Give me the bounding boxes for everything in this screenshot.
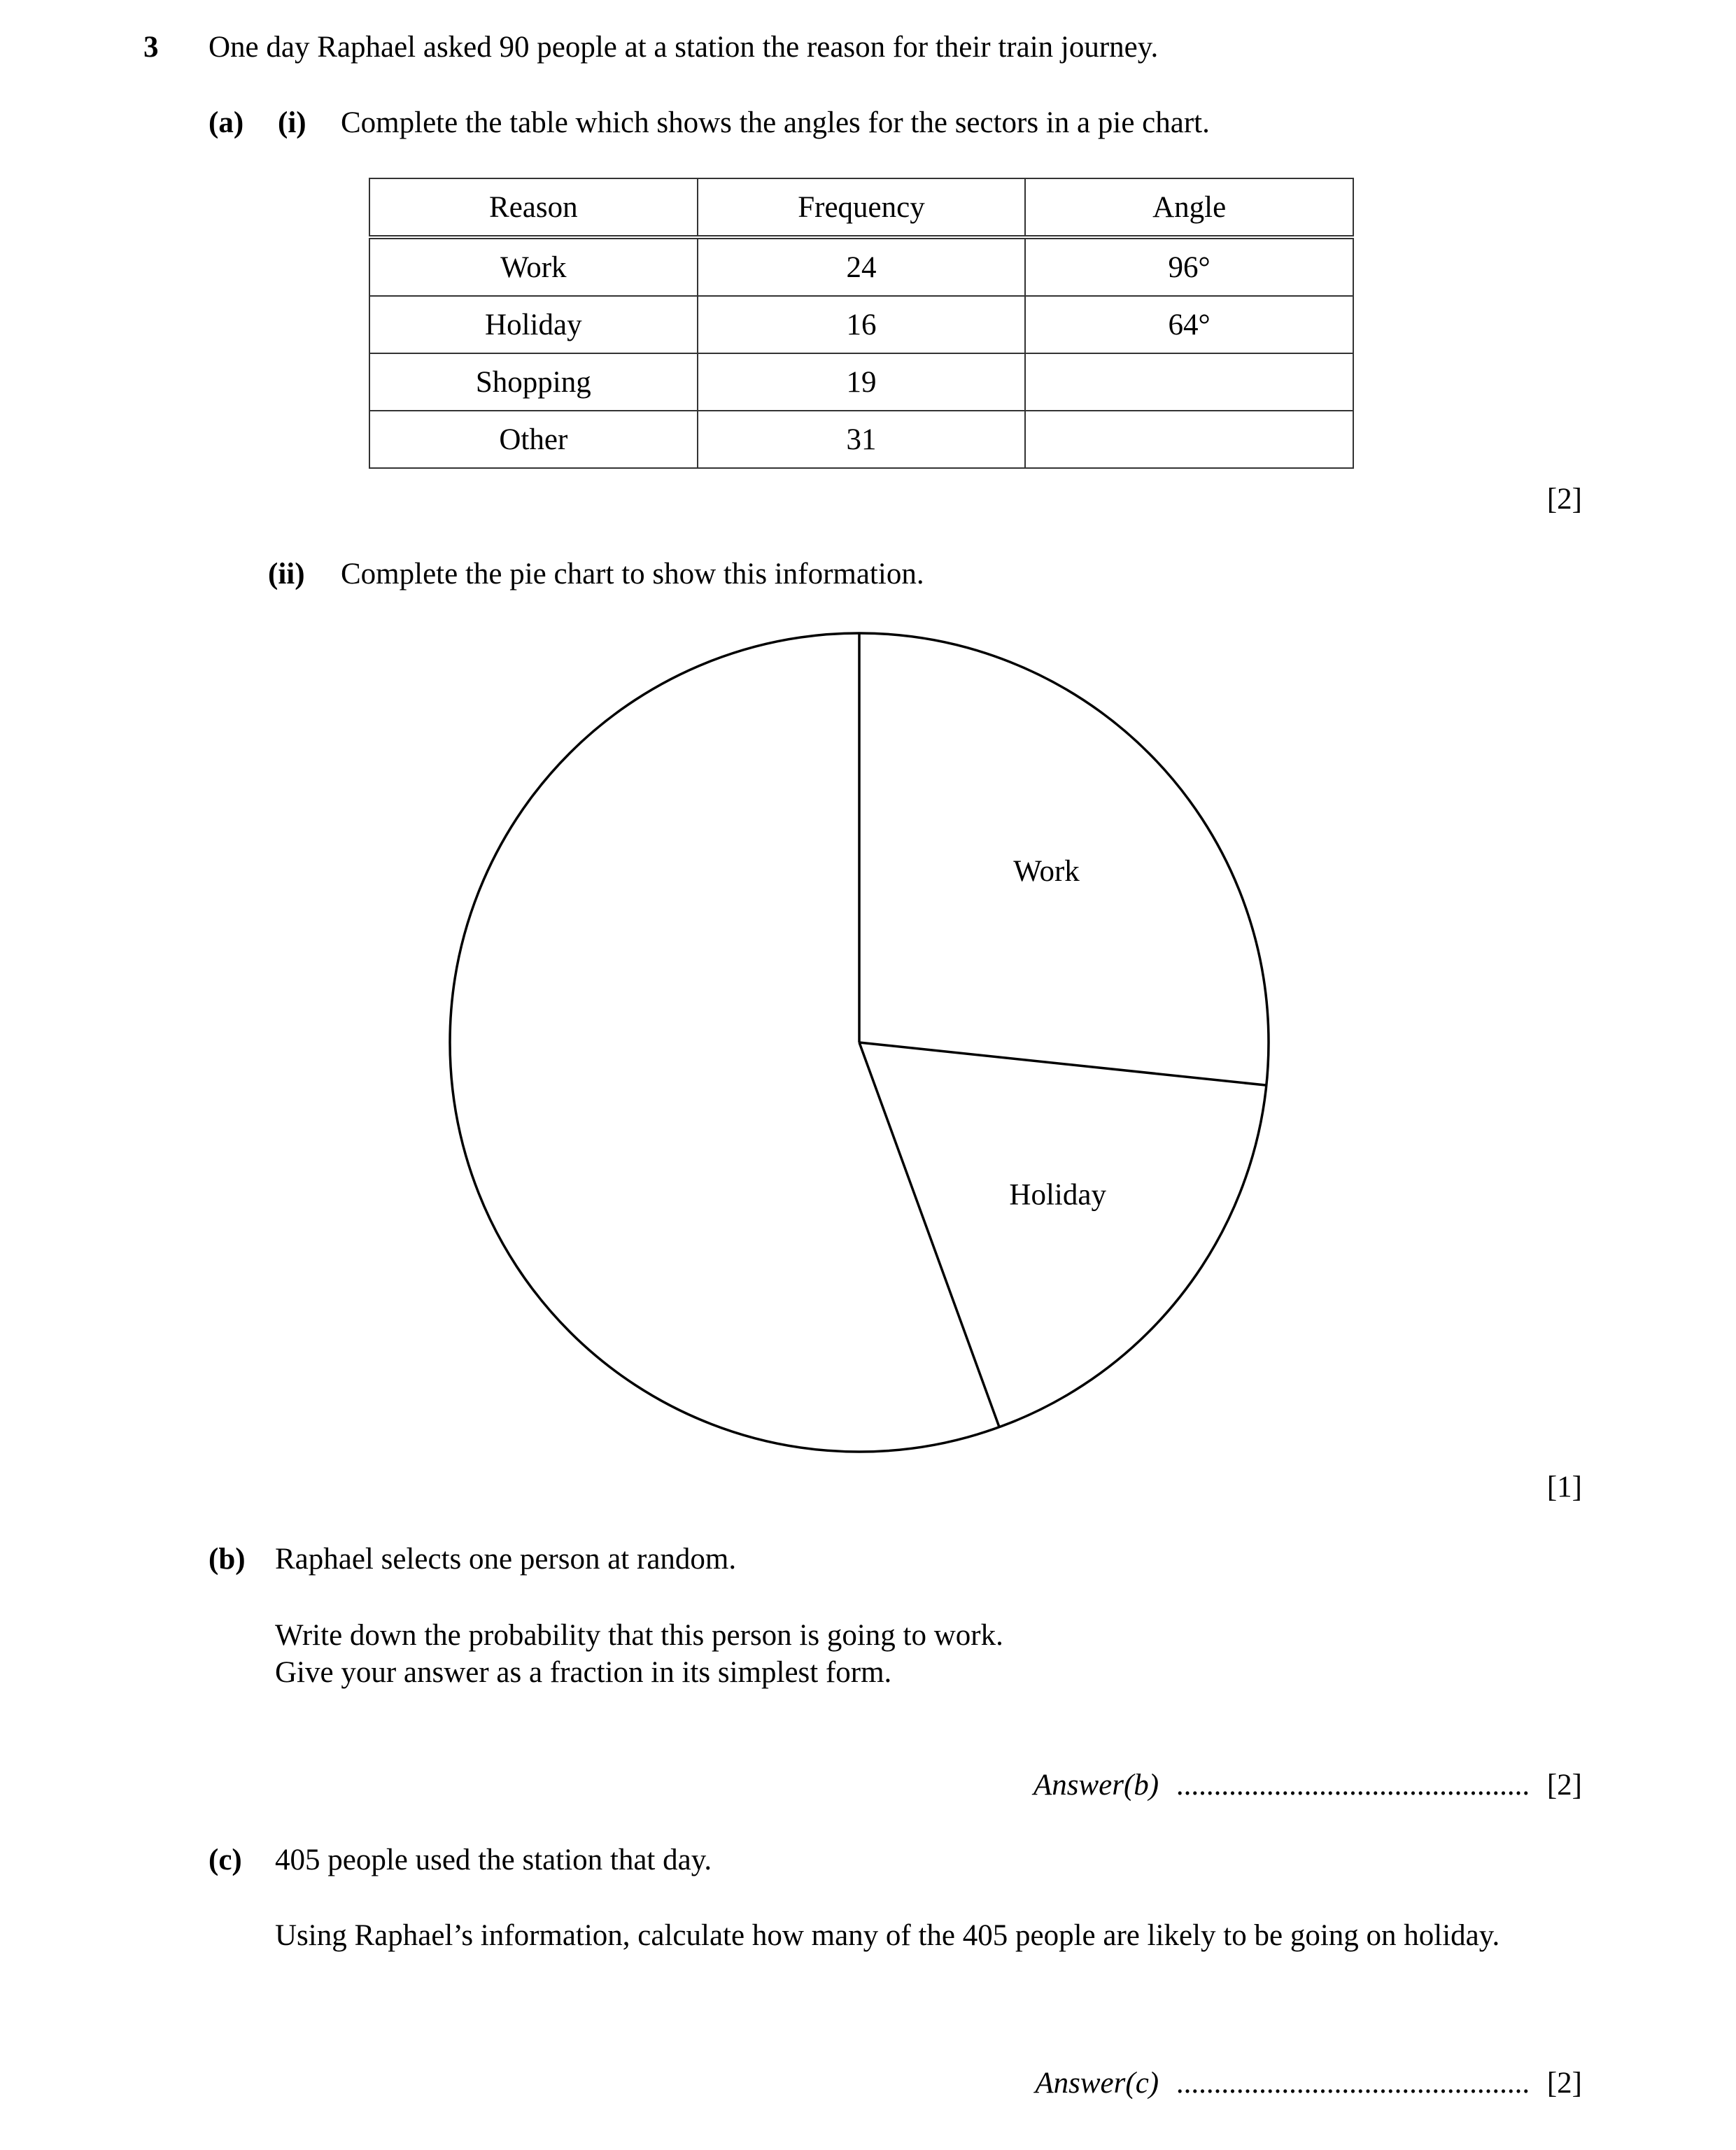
table-cell-frequency: 16 (698, 296, 1026, 353)
part-c-line1: 405 people used the station that day. (275, 1844, 712, 1876)
part-b-line3: Give your answer as a fraction in its simplest form. (275, 1656, 892, 1689)
table-header-reason: Reason (369, 178, 698, 237)
pie-slice-label-work: Work (1013, 854, 1080, 888)
part-b-marks: [2] (1546, 1769, 1582, 1802)
part-c-marks: [2] (1546, 2067, 1582, 2100)
part-c-answer-line[interactable] (1035, 2065, 1582, 2102)
part-c-answer-dots[interactable]: ............................................... (1176, 2067, 1530, 2100)
part-a-i-marks: [2] (1546, 483, 1582, 516)
table-cell-reason: Shopping (369, 353, 698, 411)
part-a-ii-label: (ii) (268, 558, 305, 590)
question-number: 3 (143, 31, 159, 64)
table-cell-reason: Holiday (369, 296, 698, 353)
table-cell-reason: Other (369, 411, 698, 468)
part-a-i-label: (i) (278, 106, 306, 139)
table-cell-frequency: 19 (698, 353, 1026, 411)
part-a-label: (a) (209, 106, 244, 139)
part-b-line1: Raphael selects one person at random. (275, 1543, 737, 1576)
part-a-i-instruction: Complete the table which shows the angles for the sectors in a pie chart. (341, 106, 1210, 139)
part-c-answer-label: Answer(c) (1035, 2067, 1159, 2100)
table-header-angle: Angle (1025, 178, 1353, 237)
part-a-ii-marks: [1] (1546, 1471, 1582, 1504)
part-b-label: (b) (209, 1543, 246, 1576)
table-header-frequency: Frequency (698, 178, 1026, 237)
part-b-answer-label: Answer(b) (1033, 1769, 1159, 1802)
question-intro: One day Raphael asked 90 people at a station the reason for their train journey. (209, 31, 1159, 64)
table-cell-angle: 96° (1025, 237, 1353, 296)
part-c-label: (c) (209, 1844, 242, 1876)
pie-slice-label-holiday: Holiday (1009, 1178, 1106, 1212)
part-b-answer-line[interactable] (1033, 1767, 1582, 1804)
table-cell-frequency: 31 (698, 411, 1026, 468)
table-cell-frequency: 24 (698, 237, 1026, 296)
table-cell-angle: 64° (1025, 296, 1353, 353)
part-b-line2: Write down the probability that this person is going to work. (275, 1619, 1003, 1652)
part-b-answer-dots[interactable]: ............................................... (1176, 1769, 1530, 1802)
part-c-line2: Using Raphael’s information, calculate how many of the 405 people are likely to be going on holiday. (275, 1919, 1500, 1952)
table-cell-reason: Work (369, 237, 698, 296)
part-a-ii-instruction: Complete the pie chart to show this information. (341, 558, 924, 590)
